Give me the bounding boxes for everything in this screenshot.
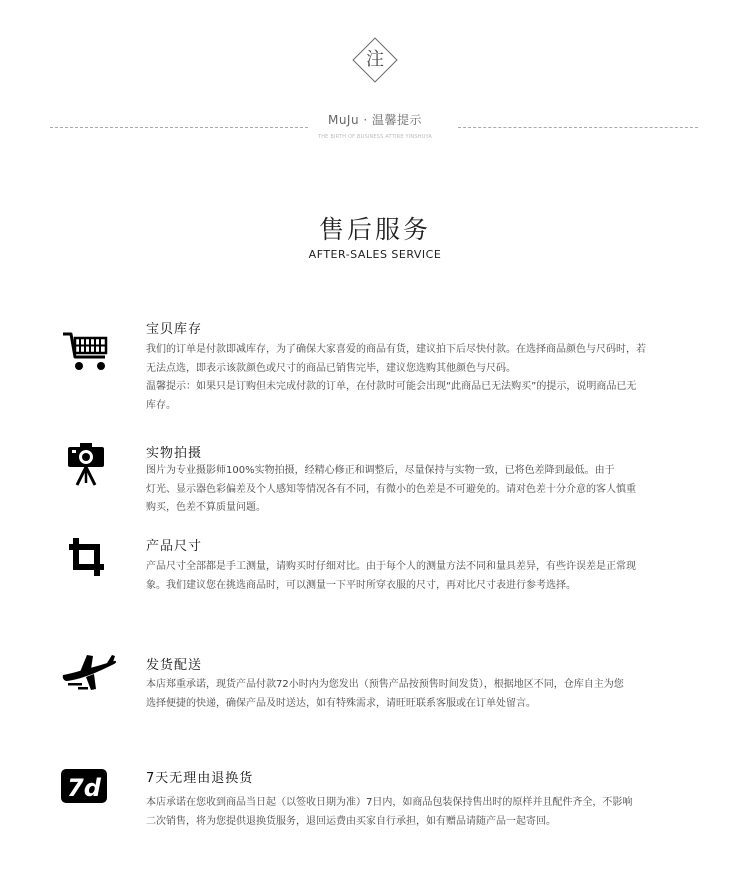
notice-badge xyxy=(353,38,397,82)
divider-left xyxy=(50,127,308,128)
shopping-cart-icon xyxy=(60,330,114,384)
badge-character: 注 xyxy=(366,49,384,70)
body-line: 本店承诺在您收到商品当日起（以签收日期为准）7日内，如商品包装保持售出时的原样并且配件齐全，不影响 xyxy=(146,797,633,808)
crop-icon xyxy=(60,536,114,590)
body-line: 图片为专业摄影师100%实物拍摄，经精心修正和调整后，尽量保持与实物一致，已将色差降到最低。由于 xyxy=(146,465,615,476)
body-line: 购买，色差不算质量问题。 xyxy=(146,502,266,513)
body-line: 选择便捷的快递，确保产品及时送达，如有特殊需求，请旺旺联系客服或在订单处留言。 xyxy=(146,697,536,709)
seven-day-icon-text: 7d xyxy=(67,774,101,802)
section-body xyxy=(146,676,706,713)
airplane-icon xyxy=(60,653,114,707)
brand-subtitle: THE BIRTH OF BUSINESS ATTIRE YINSHUYA xyxy=(317,134,433,140)
section-title: 实物拍摄 xyxy=(146,446,203,461)
camera-tripod-icon xyxy=(60,441,114,495)
body-line: 无法点选，即表示该款颜色或尺寸的商品已销售完毕，建议您选购其他颜色与尺码。 xyxy=(146,362,516,374)
section-body xyxy=(146,558,706,595)
section-title: 产品尺寸 xyxy=(146,539,203,554)
section-title: 宝贝库存 xyxy=(146,322,203,337)
body-line: 库存。 xyxy=(146,399,176,411)
page-subtitle: AFTER-SALES SERVICE xyxy=(308,248,442,261)
section-body xyxy=(146,794,706,831)
body-line: 象。我们建议您在挑选商品时，可以测量一下平时所穿衣服的尺寸，再对比尺寸表进行参考选择。 xyxy=(146,579,576,591)
divider-right xyxy=(458,127,698,128)
seven-day-icon xyxy=(60,768,114,822)
body-line: 灯光、显示器色彩偏差及个人感知等情况各有不同，有微小的色差是不可避免的。请对色差十分介意的客人慎重 xyxy=(146,483,636,495)
section-title: 7天无理由退换货 xyxy=(146,771,254,786)
section-body xyxy=(146,462,706,518)
body-line: 我们的订单是付款即减库存，为了确保大家喜爱的商品有货，建议拍下后尽快付款。在选择商品颜色与尺码时，若 xyxy=(146,344,646,355)
page-title: 售后服务 xyxy=(318,215,431,244)
body-line: 二次销售，将为您提供退换货服务，退回运费由买家自行承担，如有赠品请随产品一起寄回。 xyxy=(146,815,556,827)
body-line: 本店郑重承诺，现货产品付款72小时内为您发出（预售产品按预售时间发货），根据地区不同，仓库自主为您 xyxy=(146,679,624,690)
section-title: 发货配送 xyxy=(146,658,203,673)
body-line: 产品尺寸全部都是手工测量，请购买时仔细对比。由于每个人的测量方法不同和量具差异，有些许误差是正常现 xyxy=(146,561,636,572)
brand-title: MuJu · 温馨提示 xyxy=(327,113,423,127)
section-body xyxy=(146,341,706,415)
body-line: 温馨提示：如果只是订购但未完成付款的订单，在付款时可能会出现“此商品已无法购买”的提示，说明商品已无 xyxy=(146,381,637,392)
